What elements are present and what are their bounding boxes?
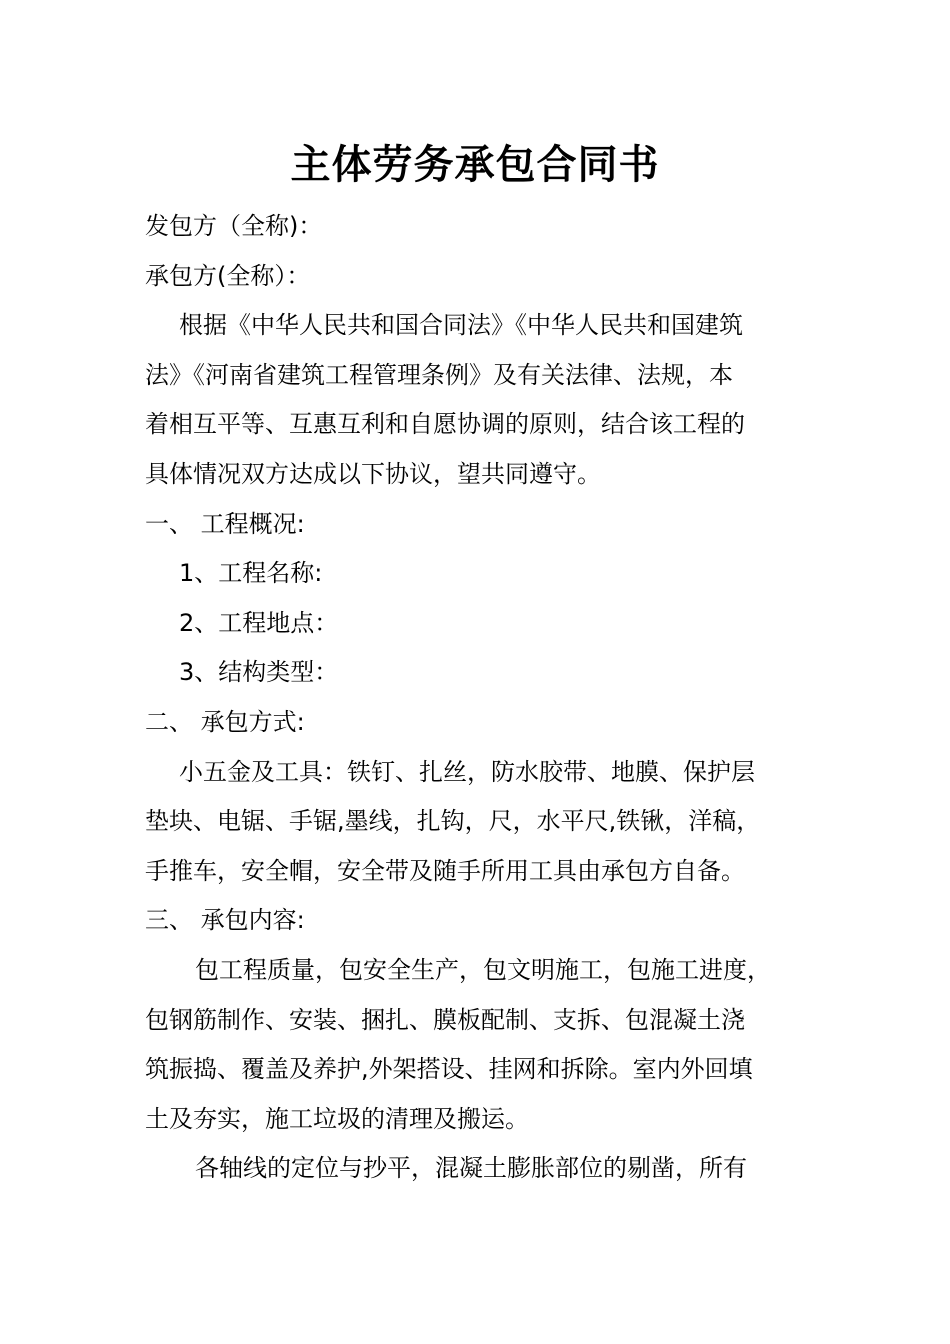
text-line-content: 包工程质量，包安全生产，包文明施工，包施工进度， <box>195 955 771 984</box>
text-line-tools: 手推车，安全帽，安全带及随手所用工具由承包方自备。 <box>145 856 745 885</box>
text-line-tools: 小五金及工具：铁钉、扎丝，防水胶带、地膜、保护层 <box>179 757 755 786</box>
list-item-structure-type: 3、结构类型： <box>179 658 339 687</box>
text-line-content: 各轴线的定位与抄平，混凝土膨胀部位的剔凿，所有 <box>195 1154 747 1183</box>
document-body <box>145 202 815 1194</box>
section-heading-content: 三、 承包内容: <box>145 906 305 935</box>
text-line-preamble: 具体情况双方达成以下协议，望共同遵守。 <box>145 459 601 488</box>
text-line-content: 土及夯实，施工垃圾的清理及搬运。 <box>145 1104 529 1133</box>
text-line-tools: 垫块、电锯、手锯,墨线，扎钩，尺，水平尺,铁锹，洋稿， <box>145 807 761 836</box>
section-heading-overview: 一、 工程概况: <box>145 509 305 538</box>
document-title: 主体劳务承包合同书 <box>290 142 660 188</box>
text-line-contractor: 承包方(全称）： <box>145 261 311 290</box>
text-line-employer: 发包方（全称)： <box>145 212 323 240</box>
text-line-preamble: 着相互平等、互惠互利和自愿协调的原则，结合该工程的 <box>145 410 745 439</box>
text-line-preamble: 法》《河南省建筑工程管理条例》及有关法律、法规，本 <box>145 360 733 389</box>
list-item-project-location: 2、工程地点： <box>179 608 339 637</box>
text-line-content: 包钢筋制作、安装、捆扎、膜板配制、支拆、包混凝土浇 <box>145 1005 745 1034</box>
text-line-preamble: 根据《中华人民共和国合同法》《中华人民共和国建筑 <box>179 311 743 340</box>
list-item-project-name: 1、工程名称: <box>179 559 323 588</box>
section-heading-method: 二、 承包方式: <box>145 707 305 736</box>
text-line-content: 筑振捣、覆盖及养护,外架搭设、挂网和拆除。室内外回填 <box>145 1055 753 1084</box>
